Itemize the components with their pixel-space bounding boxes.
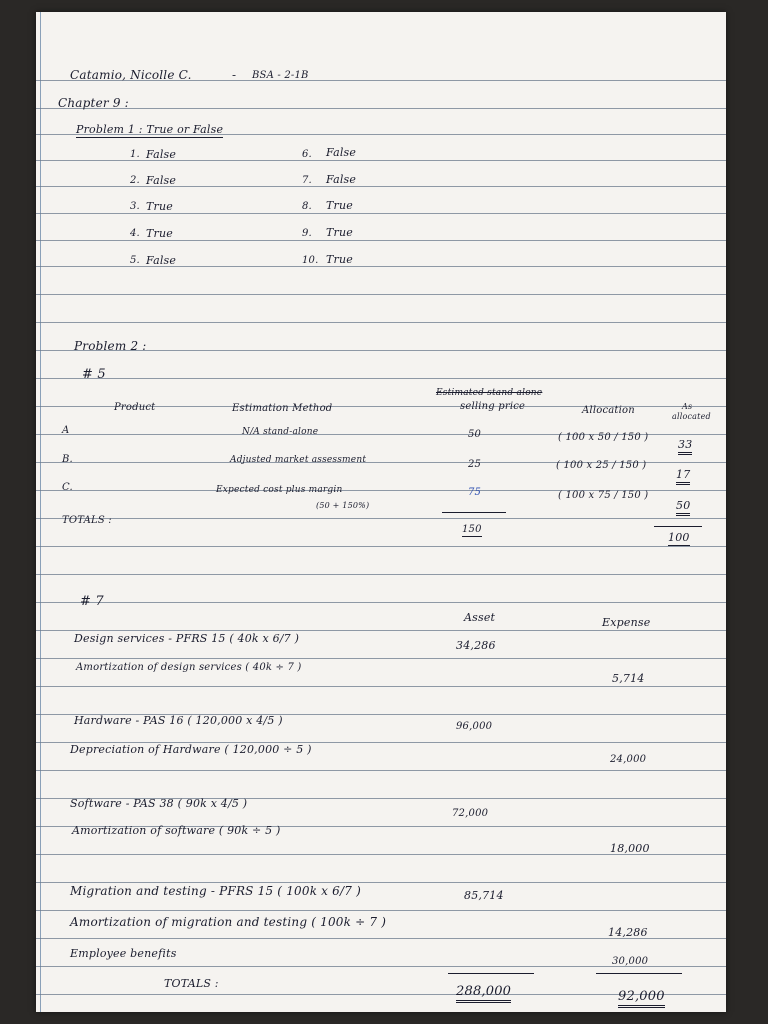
p1-num: 8. — [302, 201, 312, 212]
p2-allocation: ( 100 x 75 / 150 ) — [558, 490, 649, 501]
ruled-line — [36, 213, 726, 214]
p7-asset: 96,000 — [456, 721, 493, 732]
p7-line-text: Employee benefits — [70, 947, 177, 960]
allocated-sum-line — [654, 526, 702, 527]
col-allocated-2: allocated — [672, 412, 711, 421]
p2-method-note: (50 + 150%) — [316, 501, 370, 510]
p7-line-text: Hardware - PAS 16 ( 120,000 x 4/5 ) — [74, 714, 283, 727]
p1-num: 5. — [130, 255, 140, 266]
problem1-title: Problem 1 : True or False — [76, 123, 224, 136]
p1-num: 4. — [130, 228, 140, 239]
p2-total-allocated: 100 — [668, 531, 690, 544]
p1-answer: True — [326, 226, 353, 239]
p7-expense: 30,000 — [612, 956, 649, 967]
col-allocated-1: As — [682, 402, 693, 411]
problem2-sub: # 5 — [82, 367, 106, 382]
p1-num: 9. — [302, 228, 312, 239]
p2-totals-label: TOTALS : — [62, 515, 112, 526]
ruled-line — [36, 658, 726, 659]
p2-price: 50 — [468, 429, 482, 440]
p1-num: 3. — [130, 201, 140, 212]
p1-answer: True — [146, 200, 173, 213]
ruled-line — [36, 266, 726, 267]
p1-num: 10. — [302, 255, 319, 266]
p7-total-asset: 288,000 — [456, 984, 511, 1003]
p2-method: Expected cost plus margin — [216, 485, 343, 495]
ruled-line — [36, 546, 726, 547]
p2-product: A — [62, 425, 70, 436]
ruled-line — [36, 518, 726, 519]
p1-num: 1. — [130, 149, 140, 160]
p1-answer: True — [326, 253, 353, 266]
p7-totals-label: TOTALS : — [164, 977, 219, 990]
p1-num: 7. — [302, 175, 312, 186]
p1-num: 2. — [130, 175, 140, 186]
p7-expense: 18,000 — [610, 842, 650, 855]
p7-line-text: Amortization of design services ( 40k ÷ 7 ) — [76, 662, 302, 673]
ruled-line — [36, 186, 726, 187]
col-allocation: Allocation — [582, 405, 635, 416]
p7-expense: 5,714 — [612, 672, 645, 685]
price-header-struck: Estimated stand-alone — [436, 388, 543, 398]
problem7-title: # 7 — [80, 594, 104, 609]
ruled-line — [36, 378, 726, 379]
p7-expense: 24,000 — [610, 754, 647, 765]
p2-allocation: ( 100 x 50 / 150 ) — [558, 432, 649, 443]
p2-price: 75 — [468, 487, 482, 498]
ruled-line — [36, 322, 726, 323]
col-asset: Asset — [464, 611, 496, 624]
p7-line-text: Amortization of software ( 90k ÷ 5 ) — [72, 824, 281, 837]
col-method: Estimation Method — [232, 403, 333, 414]
price-sum-line — [442, 512, 506, 513]
p1-answer: False — [146, 174, 177, 187]
ruled-line — [36, 910, 726, 911]
p7-asset: 72,000 — [452, 808, 489, 819]
p2-allocation: ( 100 x 25 / 150 ) — [556, 460, 647, 471]
p2-product: B. — [62, 454, 73, 465]
p2-allocated: 17 — [676, 468, 690, 485]
p2-allocated: 33 — [678, 438, 692, 455]
ruled-line — [36, 602, 726, 603]
p7-asset: 34,286 — [456, 639, 496, 652]
p1-answer: False — [146, 254, 177, 267]
p2-price: 25 — [468, 459, 482, 470]
p1-answer: True — [146, 227, 173, 240]
p7-line-text: Depreciation of Hardware ( 120,000 ÷ 5 ) — [70, 743, 312, 756]
p7-line-text: Migration and testing - PFRS 15 ( 100k x 6/7 ) — [70, 884, 361, 898]
p2-total-price: 150 — [462, 524, 482, 535]
p1-answer: False — [146, 148, 177, 161]
col-product: Product — [114, 402, 156, 413]
p2-method: N/A stand-alone — [242, 427, 319, 437]
ruled-line — [36, 294, 726, 295]
asset-sum-line — [448, 973, 534, 974]
student-name: Catamio, Nicolle C. — [70, 68, 192, 82]
p1-answer: False — [326, 173, 357, 186]
p7-asset: 85,714 — [464, 889, 504, 902]
p7-line-text: Amortization of migration and testing ( 100k ÷ 7 ) — [70, 915, 387, 929]
p1-num: 6. — [302, 149, 312, 160]
p2-method: Adjusted market assessment — [230, 455, 367, 465]
ruled-line — [36, 686, 726, 687]
col-price: selling price — [460, 401, 526, 412]
p7-line-text: Design services - PFRS 15 ( 40k x 6/7 ) — [74, 632, 300, 645]
p7-expense: 14,286 — [608, 926, 648, 939]
p2-allocated: 50 — [676, 499, 690, 516]
section-code: BSA - 2-1B — [252, 70, 309, 81]
notebook-page — [36, 12, 726, 1012]
ruled-line — [36, 240, 726, 241]
header-dash: - — [232, 68, 237, 82]
col-expense: Expense — [602, 616, 651, 629]
expense-sum-line — [596, 973, 682, 974]
p7-line-text: Software - PAS 38 ( 90k x 4/5 ) — [70, 797, 248, 810]
p7-total-expense: 92,000 — [618, 989, 665, 1008]
p2-product: C. — [62, 482, 73, 493]
ruled-line — [36, 574, 726, 575]
chapter-heading: Chapter 9 : — [58, 96, 129, 110]
margin-line — [40, 12, 41, 1012]
p1-answer: False — [326, 146, 357, 159]
ruled-line — [36, 108, 726, 109]
ruled-line — [36, 630, 726, 631]
problem2-title: Problem 2 : — [74, 339, 147, 353]
ruled-line — [36, 882, 726, 883]
p1-answer: True — [326, 199, 353, 212]
ruled-line — [36, 770, 726, 771]
ruled-line — [36, 160, 726, 161]
